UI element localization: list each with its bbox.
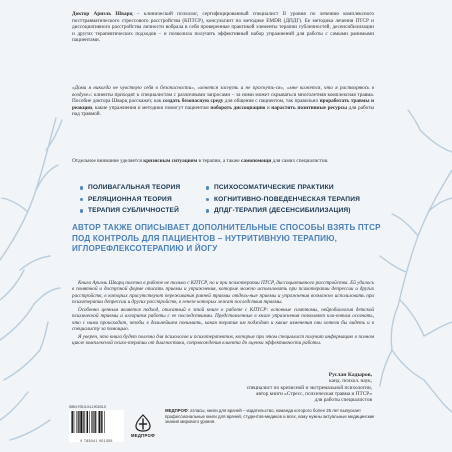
barcode [69, 410, 124, 442]
barcode-bar [101, 411, 102, 433]
publisher-logo-text: МЕДПРОФ [131, 433, 155, 438]
barcode-bar [102, 411, 103, 433]
text-segment: , какие упражнения и методики помогут пациентам [91, 104, 211, 111]
feature-item: РЕЛЯЦИОННАЯ ТЕОРИЯ [80, 196, 192, 204]
feature-item: КОГНИТИВНО-ПОВЕДЕНЧЕСКАЯ ТЕРАПИЯ [206, 196, 380, 204]
feature-list [80, 184, 380, 215]
reviewer-title: автор книги «Стресс, психическая травма и ПТСР» [256, 390, 372, 397]
review-paragraph: Особенно ценным является подход, описанный в этой книге к работе с КПТСР: основные симптомы, нейробиология детской психической травмы и алгоритм работы с ее последствиями. Представленные в книге упражнения позволяют кли-ентам осознать, что с ними происходит, чтобы в дальнейшем понимать, какая терапия им подходит и какие изменения они хотели бы видеть и в специалисту за помощью. [72, 306, 374, 332]
review-paragraph: Я уверен, что книга будет полезна для психологов и психотерапевтов, которые при этом специалист получит информацию о полном цикле комплексной психо-терапии от диагностики, сопровождения клиента до оценки эффективности работы. [72, 333, 374, 347]
text-segment: и [265, 104, 272, 111]
text-segment: : клиенты приходят к специалистам с различными запросами – за ними может скрываться многолетняя комплексная травма. Пособие доктора Шварц расскажет, как [72, 91, 374, 104]
author-name: Доктор Ариэль Шварц [72, 11, 133, 17]
text-segment: для самих специалистов. [271, 158, 329, 164]
barcode-bar [98, 411, 99, 433]
barcode-bar [71, 411, 72, 433]
barcode-bar [78, 411, 79, 433]
barcode-bar [74, 411, 75, 433]
feature-item: ПОЛИВАГАЛЬНАЯ ТЕОРИЯ [80, 184, 192, 192]
review-paragraph: Книга Ариэль Шварц полезна в работе не только с КПТСР, но и при психотерапии ПТСР, диссоциативного расстройства. Ей удалось в понятной и доступной форме описать приемы и упражнения, которые можно использовать при психотерапии депрессии и других расстройств, в которых присутствуют переживания ранней травмы отдель-ные приемы и упражнения возможно использовать при психотерапии депрессии и других расстройств, в генезе которых лежат последствия травмы. [72, 280, 374, 305]
barcode-bars [70, 411, 123, 436]
special-attention-note [72, 158, 374, 165]
isbn-text: ISBN 978-5-04-190105-5 [69, 405, 106, 409]
bullet-icon [206, 198, 209, 201]
bullet-icon [80, 186, 83, 189]
reviewer-title: для работы специалистов [314, 397, 372, 404]
text-segment: в терапии, а также [197, 158, 241, 164]
author-intro [72, 11, 374, 44]
bullet-icon [80, 198, 83, 201]
publisher-name: МЕДПРОФ [165, 408, 188, 413]
publisher-info [165, 408, 375, 425]
reviewer-signature [222, 372, 372, 403]
barcode-bar [86, 411, 87, 433]
barcode-bar [72, 411, 73, 433]
barcode-bar [92, 411, 93, 433]
barcode-bar [89, 411, 90, 433]
medprof-emblem-icon [133, 414, 153, 432]
review-text [72, 280, 374, 348]
barcode-bar [104, 411, 105, 433]
text-segment: побороть диссоциацию [210, 104, 266, 111]
text-segment: для общения с пациентом, так правильно [223, 98, 320, 104]
barcode-bar [91, 411, 92, 433]
feature-item: ПСИХОСОМАТИЧЕСКИЕ ПРАКТИКИ [206, 184, 380, 192]
text-segment: проработать травмы и реакции [72, 98, 374, 111]
medprof-logo-icon [128, 414, 158, 442]
barcode-bar [87, 411, 88, 433]
reviewer-name: Руслан Кадыров, [328, 372, 372, 378]
book-description [72, 85, 374, 118]
text-segment: «Дома я никогда не чувствую себя в безопасности», «хочется заснуть и не проснуть-ся», «мне кажется, что я растворяюсь в воздухе» [72, 85, 374, 98]
barcode-bar [80, 411, 82, 433]
feature-item: ДПДГ-ТЕРАПИЯ (ДЕСЕНСИБИЛИЗАЦИЯ) [206, 207, 380, 215]
text-segment: самопомощи [240, 158, 272, 164]
barcode-number: 9 785041 901055 [80, 439, 113, 443]
text-segment: для работы над травмой. [72, 104, 374, 117]
feature-item: ТЕРАПИЯ СУБЛИЧНОСТЕЙ [80, 207, 192, 215]
barcode-bar [84, 411, 85, 433]
bullet-icon [206, 209, 209, 212]
barcode-bar [94, 411, 95, 433]
barcode-bar [83, 411, 84, 433]
additional-methods-callout: АВТОР ТАКЖЕ ОПИСЫВАЕТ ДОПОЛНИТЕЛЬНЫЕ СПОСОБЫ ВЗЯТЬ ПТСР ПОД КОНТРОЛЬ ДЛЯ ПАЦИЕНТОВ – НУТРИТИВНУЮ ТЕРАПИЮ, ИГЛОРЕФЛЕКСОТЕРАПИЮ И ЙОГУ [72, 223, 381, 254]
bullet-icon [80, 209, 83, 212]
barcode-bar [99, 411, 100, 433]
text-segment: создать безопасную среду [162, 98, 224, 104]
barcode-bar [76, 411, 77, 433]
author-intro-text: – клинический психолог, сертифицированный специалист II уровня по лечению комплексного посттравматического стрессового расстройства (КПТСР), консультант по методике EMDR (ДПДГ). Ее методика лечения ПТСР и диссоциативного расстройства личности вобрала в себя проверенные практикой элементы терапии субличностей, десенсибилизации и других терапевтических подходов – и позволила получить эффективный набор упражнений для работы с самыми ранимыми пациентами. [72, 11, 374, 43]
text-segment: Отдельное внимание уделяется [72, 158, 144, 164]
barcode-bar [95, 411, 96, 433]
reviewer-title: специалист по кризисной и экстремальной психологии, [246, 384, 372, 391]
text-segment: кризисным ситуациям [143, 158, 198, 164]
text-segment: нарастить позитивные ресурсы [271, 104, 348, 111]
bullet-icon [206, 186, 209, 189]
publisher-description: : атласы, книги для врачей – издательство, команда которого более 25 лет выпускает профессиональные книги для врачей, студентов-медиков и всех, кому нужны актуальные медицинские знания мирового уровня. [165, 408, 375, 425]
reviewer-title: канд. психол. наук, [329, 378, 372, 385]
barcode-bar [79, 411, 80, 433]
